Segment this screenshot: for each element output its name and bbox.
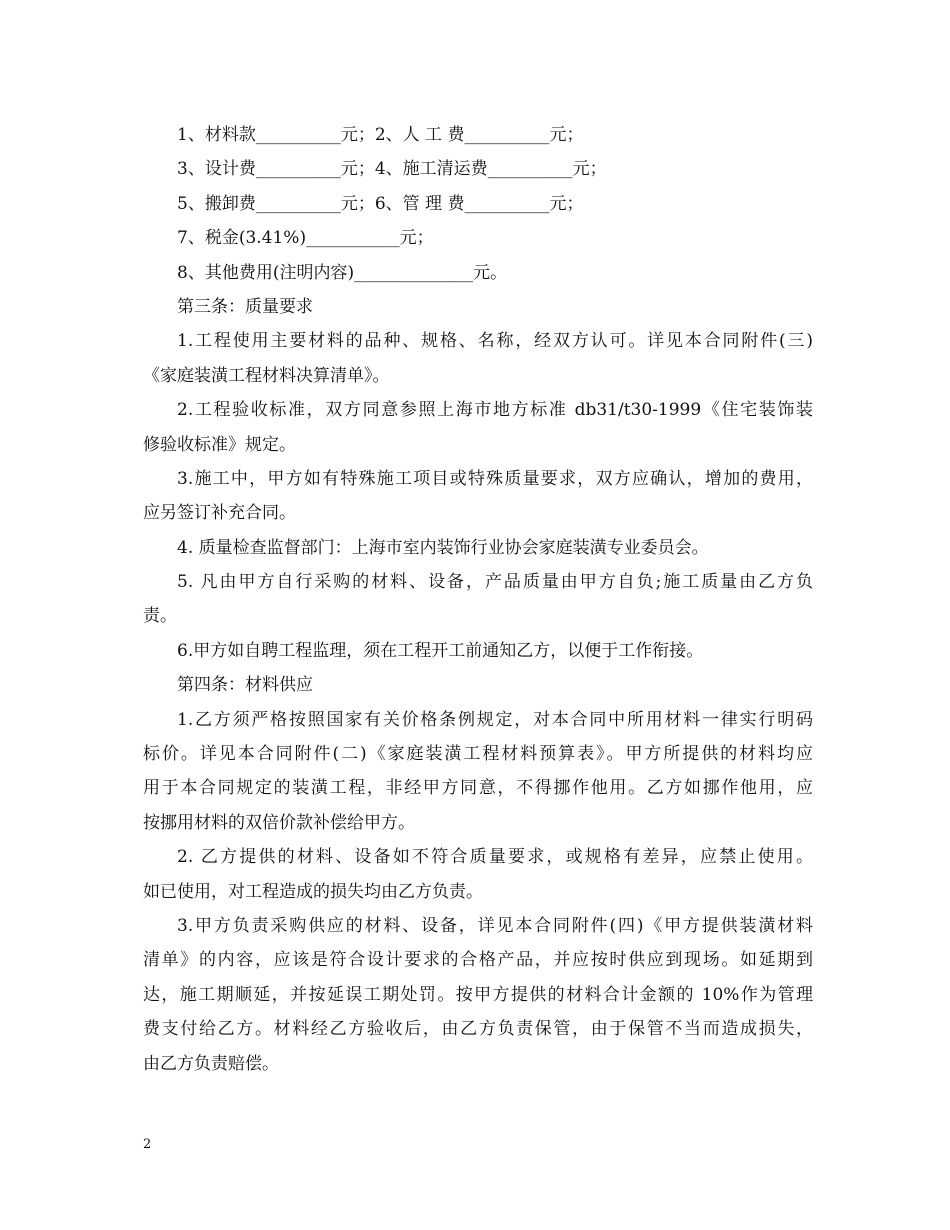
text-line: 第三条：质量要求: [177, 296, 313, 317]
text-line: 按挪用材料的双倍价款补偿给甲方。: [143, 812, 415, 833]
text-line: 责。: [143, 606, 177, 627]
text-line: 1、材料款__________元；2、人 工 费__________元；: [177, 125, 584, 145]
text-line: 用于本合同规定的装潢工程，非经甲方同意，不得挪作他用。乙方如挪作他用，应: [143, 778, 813, 799]
document-body: [143, 118, 813, 1081]
text-line: 3.甲方负责采购供应的材料、设备，详见本合同附件(四)《甲方提供装潢材料: [177, 915, 813, 936]
text-line: 5、搬卸费__________元；6、管 理 费__________元；: [177, 193, 584, 214]
text-line: 7、税金(3.41%)___________元；: [177, 228, 434, 249]
text-line: 《家庭装潢工程材料决算清单》。: [143, 365, 390, 386]
text-line: 6.甲方如自聘工程监理，须在工程开工前通知乙方，以便于工作衔接。: [177, 640, 704, 661]
text-line: 3、设计费__________元；4、施工清运费__________元；: [177, 159, 607, 180]
page-number: 2: [143, 1137, 152, 1152]
text-line: 由乙方负责赔偿。: [143, 1053, 279, 1074]
text-line: 2. 乙方提供的材料、设备如不符合质量要求，或规格有差异，应禁止使用。: [177, 847, 813, 868]
text-line: 3.施工中，甲方如有特殊施工项目或特殊质量要求，双方应确认，增加的费用，: [177, 468, 813, 489]
text-line: 2.工程验收标准，双方同意参照上海市地方标准 db31/t30-1999《住宅装饰装: [177, 400, 813, 421]
text-line: 标价。详见本合同附件(二)《家庭装潢工程材料预算表》。甲方所提供的材料均应: [143, 744, 813, 765]
text-line: 8、其他费用(注明内容)______________元。: [177, 262, 508, 283]
text-line: 清单》的内容，应该是符合设计要求的合格产品，并应按时供应到现场。如延期到: [143, 950, 813, 971]
text-line: 1.工程使用主要材料的品种、规格、名称，经双方认可。详见本合同附件(三): [177, 331, 813, 352]
text-line: 1.乙方须严格按照国家有关价格条例规定，对本合同中所用材料一律实行明码: [177, 709, 813, 730]
text-line: 费支付给乙方。材料经乙方验收后，由乙方负责保管，由于保管不当而造成损失，: [143, 1019, 813, 1040]
text-line: 修验收标准》规定。: [143, 434, 296, 455]
text-line: 5. 凡由甲方自行采购的材料、设备，产品质量由甲方自负;施工质量由乙方负: [177, 572, 813, 593]
text-line: 应另签订补充合同。: [143, 503, 296, 524]
text-line: 达，施工期顺延，并按延误工期处罚。按甲方提供的材料合计金额的 10%作为管理: [143, 984, 813, 1005]
text-line: 如已使用，对工程造成的损失均由乙方负责。: [143, 881, 483, 902]
text-line: 4. 质量检查监督部门：上海市室内装饰行业协会家庭装潢专业委员会。: [177, 537, 709, 558]
text-line: 第四条：材料供应: [177, 675, 313, 696]
